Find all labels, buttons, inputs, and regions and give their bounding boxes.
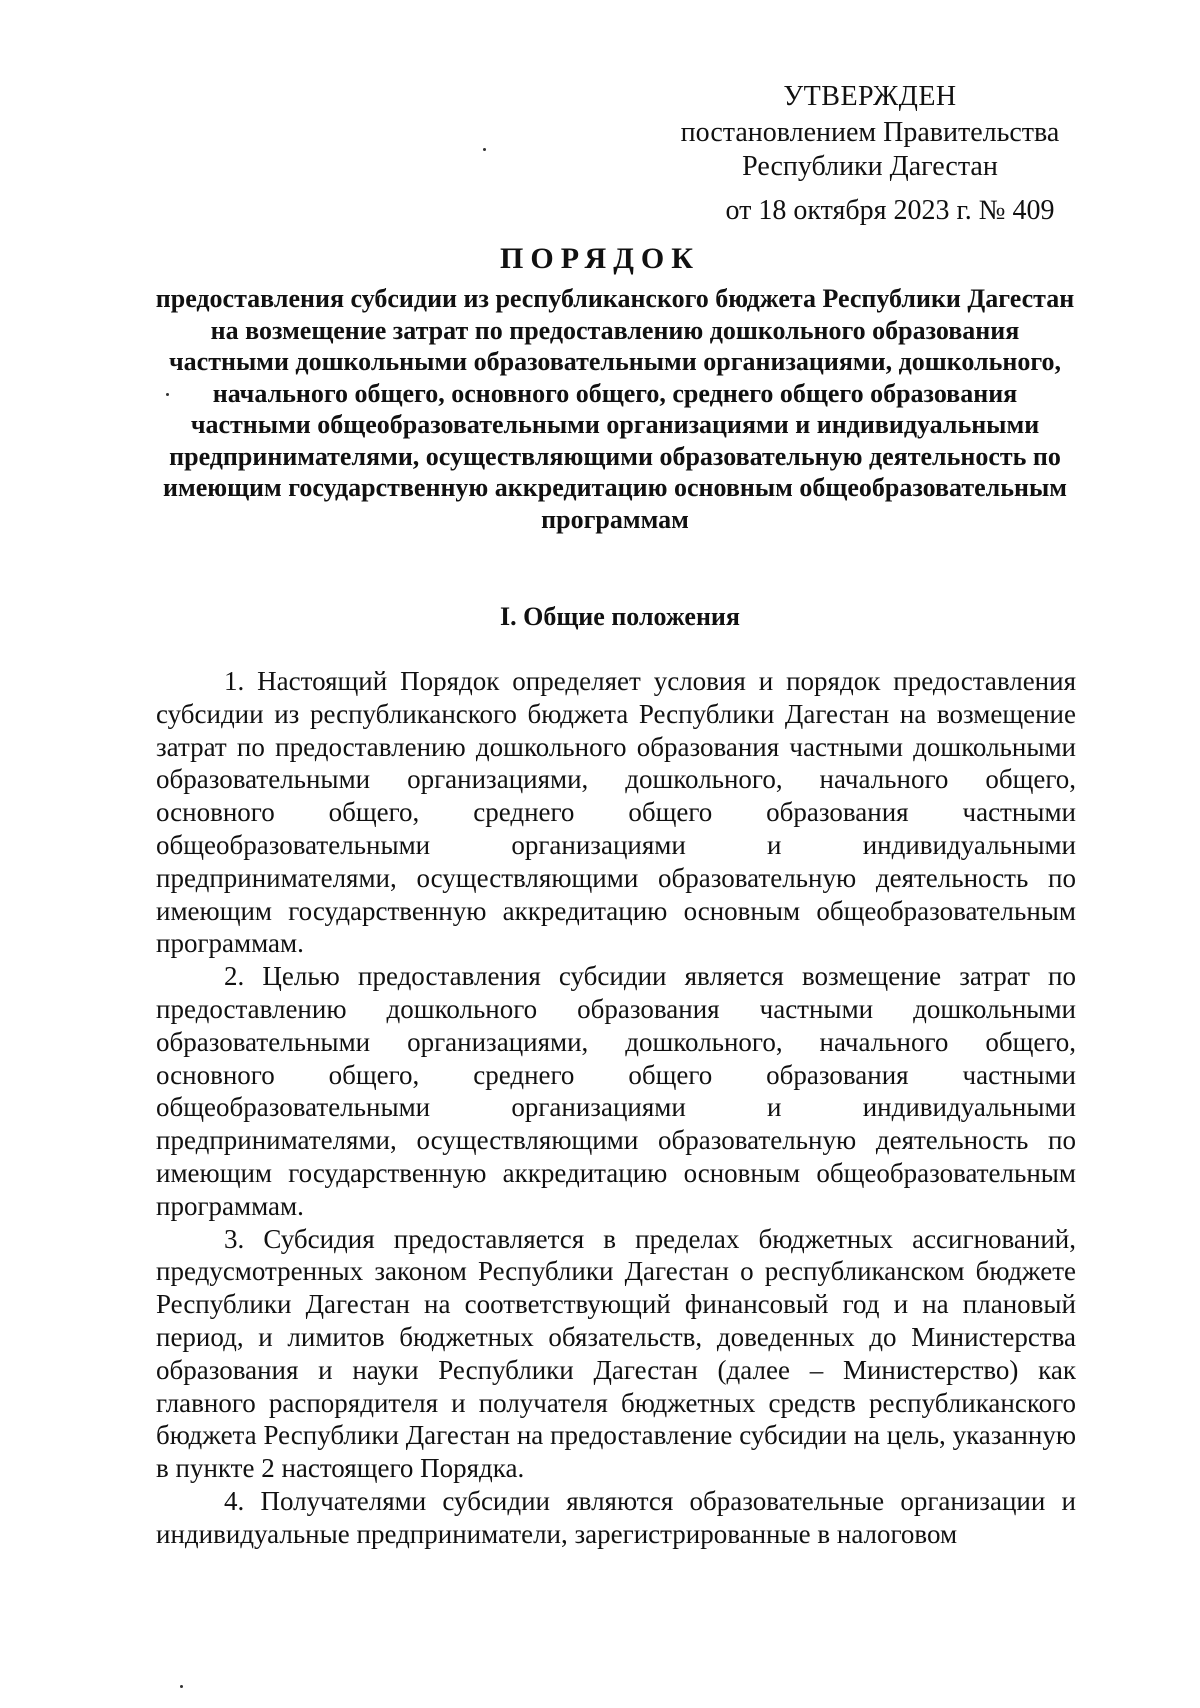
paragraph-2: 2. Целью предоставления субсидии является возмещение затрат по предоставлению дошкольного образования частными дошкольными образовательными организациями, дошкольного, начального общего, основного общего, среднего общего образования частными общеобразовательными организациями и индивидуальными предпринимателями, осуществляющими образовательную деятельность по имеющим государственную аккредитацию основным общеобразовательным программам.	[156, 961, 1076, 1221]
scan-speck	[180, 1685, 183, 1688]
paragraph-3: 3. Субсидия предоставляется в пределах бюджетных ассигнований, предусмотренных законом Республики Дагестан о республиканском бюджете Республики Дагестан на соответствующий финансовый год и на плановый период, и лимитов бюджетных обязательств, доведенных до Министерства образования и науки Республики Дагестан (далее – Министерство) как главного распорядителя и получателя бюджетных средств республиканского бюджета Республики Дагестан на предоставление субсидии на цель, указанную в пункте 2 настоящего Порядка.	[156, 1223, 1076, 1484]
document-title: ПОРЯДОК	[500, 242, 700, 275]
paragraph-1: 1. Настоящий Порядок определяет условия и порядок предоставления субсидии из республиканского бюджета Республики Дагестан на возмещение затрат по предоставлению дошкольного образования частными дошкольными образовательными организациями, дошкольного, начального общего, основного общего, среднего общего образования частными общеобразовательными организациями и индивидуальными предпринимателями, осуществляющими образовательную деятельность по имеющим государственную аккредитацию основным общеобразовательным программам.	[156, 666, 1076, 959]
section-heading: I. Общие положения	[500, 602, 740, 631]
scan-speck	[483, 148, 486, 151]
approval-stamp	[660, 80, 1080, 228]
document-body	[156, 665, 1076, 1551]
approval-date: от 18 октября 2023 г. № 409	[725, 195, 1055, 226]
paragraph-4: 4. Получателями субсидии являются образовательные организации и индивидуальные предприниматели, зарегистрированные в налоговом	[156, 1485, 1076, 1549]
approval-title: УТВЕРЖДЕН	[783, 81, 957, 112]
document-subtitle: предоставления субсидии из республиканского бюджета Республики Дагестан на возмещение затрат по предоставлению дошкольного образования частными дошкольными образовательными организациями, дошкольного, начального общего, основного общего, среднего общего образования частными общеобразовательными организациями и индивидуальными предпринимателями, осуществляющими образовательную деятельность по имеющим государственную аккредитацию основным общеобразовательным программам	[155, 284, 1075, 534]
approval-line-2: Республики Дагестан	[742, 151, 998, 182]
approval-line-1: постановлением Правительства	[680, 117, 1060, 148]
scan-speck	[166, 393, 169, 396]
